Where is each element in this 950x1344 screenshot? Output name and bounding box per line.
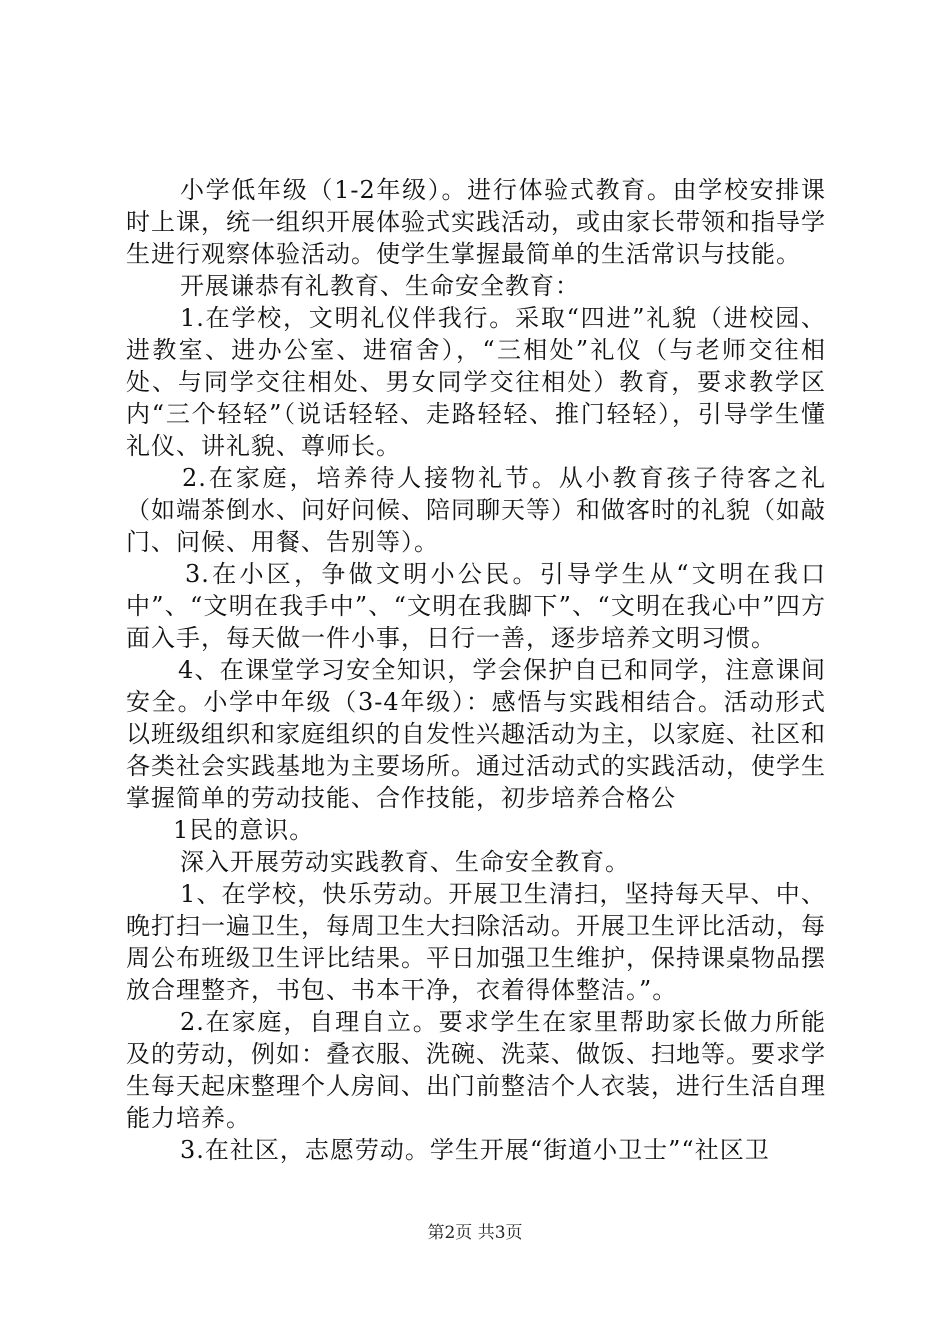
page-number-footer: 第2页 共3页 [427,1223,523,1243]
paragraph-labor-heading: 深入开展劳动实践教育、生命安全教育。 [180,848,630,876]
paragraph-community-civility: 3.在小区，争做文明小公民。引导学生从“文明在我口中”、“文明在我手中”、“文明在我脚下”、“文明在我心中”四方面入手，每天做一件小事，日行一善，逐步培养文明习惯。 [126,560,826,652]
paragraph-classroom-safety: 4、在课堂学习安全知识，学会保护自已和同学，注意课间安全。小学中年级（3-4年级）：感悟与实践相结合。活动形式以班级组织和家庭组织的自发性兴趣活动为主，以家庭、社区和各类社会实践基地为主要场所。通过活动式的实践活动，使学生掌握简单的劳动技能、合作技能，初步培养合格公 [126,656,826,812]
paragraph-school-etiquette: 1.在学校，文明礼仪伴我行。采取“四进”礼貌（进校园、进教室、进办公室、进宿舍），“三相处”礼仪（与老师交往相处、与同学交往相处、男女同学交往相处）教育，要求教学区内“三个轻轻”（说话轻轻、走路轻轻、推门轻轻），引导学生懂礼仪、讲礼貌、尊师长。 [126,304,826,460]
paragraph-family-etiquette: 2.在家庭，培养待人接物礼节。从小教育孩子待客之礼（如端茶倒水、问好问候、陪同聊天等）和做客时的礼貌（如敲门、问候、用餐、告别等）。 [126,464,826,556]
paragraph-family-self-reliance: 2.在家庭，自理自立。要求学生在家里帮助家长做力所能及的劳动，例如：叠衣服、洗碗、洗菜、做饭、扫地等。要求学生每天起床整理个人房间、出门前整洁个人衣装，进行生活自理能力培养。 [126,1008,826,1132]
document-body [126,174,826,1166]
paragraph-community-volunteer: 3.在社区，志愿劳动。学生开展“街道小卫士”“社区卫 [180,1136,770,1164]
paragraph-school-labor: 1、在学校，快乐劳动。开展卫生清扫，坚持每天早、中、晚打扫一遍卫生，每周卫生大扫除活动。开展卫生评比活动，每周公布班级卫生评比结果。平日加强卫生维护，保持课桌物品摆放合理整齐，书包、书本干净，衣着得体整洁。”。 [126,880,826,1004]
paragraph-lower-grade: 小学低年级（1-2年级）。进行体验式教育。由学校安排课时上课，统一组织开展体验式实践活动，或由家长带领和指导学生进行观察体验活动。使学生掌握最简单的生活常识与技能。 [126,176,826,268]
paragraph-etiquette-heading: 开展谦恭有礼教育、生命安全教育： [180,272,580,300]
paragraph-citizen-awareness: 1民的意识。 [173,816,315,844]
